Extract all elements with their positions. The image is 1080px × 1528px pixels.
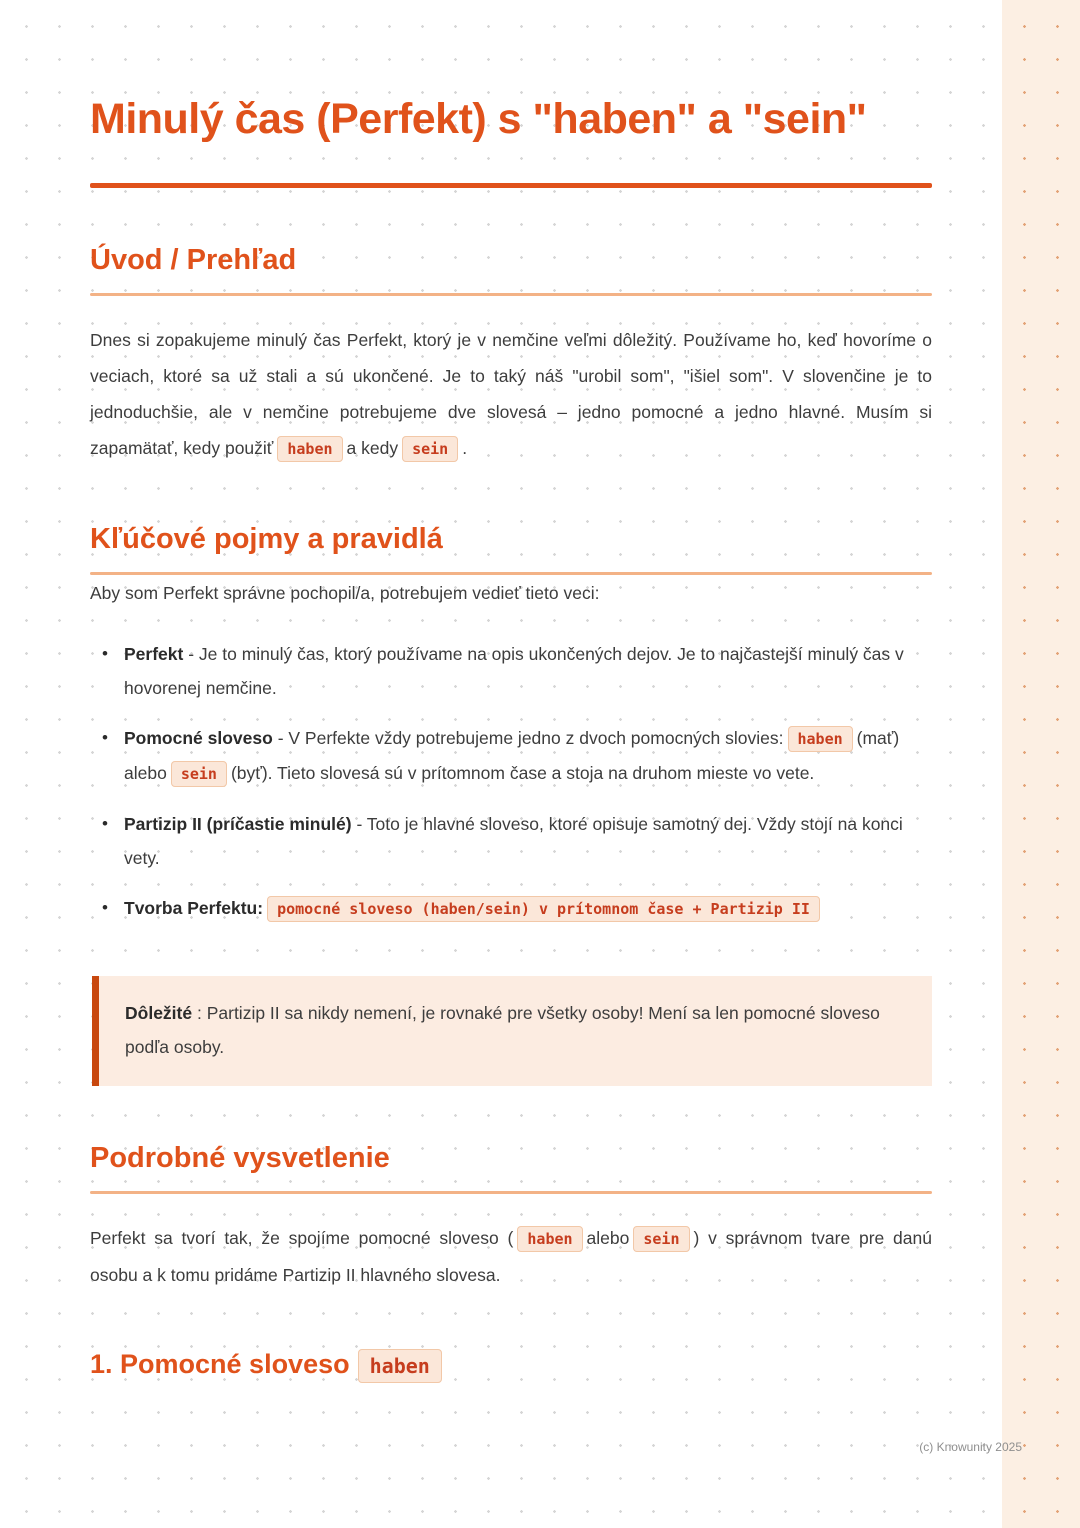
text-run: - V Perfekte vždy potrebujeme jedno z dvoch pomocných slovies: [277, 728, 784, 749]
inline-code-chip: sein [171, 761, 227, 787]
intro-paragraph [90, 322, 932, 467]
bullet-marker: • [102, 814, 108, 834]
inline-code-chip: haben [358, 1349, 442, 1383]
bold-term: Dôležité [125, 1003, 193, 1024]
copyright-note: (c) Knowunity 2025 [919, 1440, 1022, 1454]
title-divider [90, 183, 932, 188]
section-heading-detail: Podrobné vysvetlenie [90, 1142, 390, 1175]
detail-paragraph [90, 1220, 932, 1293]
section-heading-concepts: Kľúčové pojmy a pravidlá [90, 523, 443, 556]
inline-code-chip: sein [633, 1226, 689, 1252]
text-run: Perfekt sa tvorí tak, že spojíme pomocné sloveso ( [90, 1228, 514, 1249]
inline-code-chip: haben [788, 726, 853, 752]
bullet-text [124, 807, 932, 875]
list-item [90, 891, 932, 926]
text-run: : Partizip II sa nikdy nemení, je rovnaké pre všetky osoby! Mení sa len pomocné sloveso podľa osoby. [125, 1003, 880, 1058]
text-run: a kedy [346, 438, 399, 459]
text-run: - Je to minulý čas, ktorý používame na opis ukončených dejov. Je to najčastejší minulý čas v hovorenej nemčine. [124, 644, 904, 699]
text-run: Dnes si zopakujeme minulý čas Perfekt, ktorý je v nemčine veľmi dôležitý. Používame ho, keď hovoríme o veciach, ktoré sa už stali a sú ukončené. Je to taký náš "urobil som", "išiel som". V slovenčine je to jednoduchšie, ale v nemčine potrebujeme dve slovesá – jedno pomocné a jedno hlavné. Musím si zapamätať, kedy použiť [90, 330, 932, 459]
text-run: 1. Pomocné sloveso [90, 1349, 350, 1380]
bold-term: Tvorba Perfektu: [124, 898, 264, 919]
inline-code-chip: haben [277, 436, 342, 462]
text-run: (byť). Tieto slovesá sú v prítomnom čase a stoja na druhom mieste vo vete. [230, 763, 815, 784]
bullet-text [124, 891, 932, 926]
list-item [90, 807, 932, 875]
bullet-marker: • [102, 644, 108, 664]
section-concepts [90, 523, 932, 1086]
section-divider [90, 1191, 932, 1194]
bullet-text [124, 637, 932, 705]
section-intro [90, 244, 932, 467]
concepts-bullet-list [90, 637, 932, 926]
important-callout [92, 976, 932, 1086]
subsection-heading-haben [90, 1349, 932, 1380]
section-detail [90, 1142, 932, 1380]
callout-text [125, 996, 906, 1064]
text-run: ) v správnom tvare pre danú osobu a k tomu pridáme Partizip II hlavného slovesa. [90, 1228, 932, 1286]
section-divider [90, 293, 932, 296]
text-run: (mať) alebo [124, 728, 900, 784]
bullet-marker: • [102, 728, 108, 748]
document-content [90, 0, 932, 1380]
list-item [90, 721, 932, 791]
decorative-margin-strip [986, 0, 1080, 1528]
bullet-text [124, 721, 932, 791]
text-run: - Toto je hlavné sloveso, ktoré opisuje samotný dej. Vždy stojí na konci vety. [124, 814, 903, 869]
concepts-lead: Aby som Perfekt správne pochopil/a, potrebujem vedieť tieto veci: [90, 583, 600, 604]
bullet-marker: • [102, 898, 108, 918]
section-heading-intro: Úvod / Prehľad [90, 244, 297, 277]
bold-term: Perfekt [124, 644, 184, 665]
list-item [90, 637, 932, 705]
bold-term: Pomocné sloveso [124, 728, 273, 749]
text-run: alebo [586, 1228, 630, 1249]
inline-code-chip: pomocné sloveso (haben/sein) v prítomnom čase + Partizip II [267, 896, 820, 922]
bold-term: Partizip II (príčastie minulé) [124, 814, 352, 835]
page-title: Minulý čas (Perfekt) s "haben" a "sein" [90, 95, 867, 143]
inline-code-chip: sein [402, 436, 458, 462]
inline-code-chip: haben [517, 1226, 582, 1252]
text-run: . [462, 438, 468, 459]
